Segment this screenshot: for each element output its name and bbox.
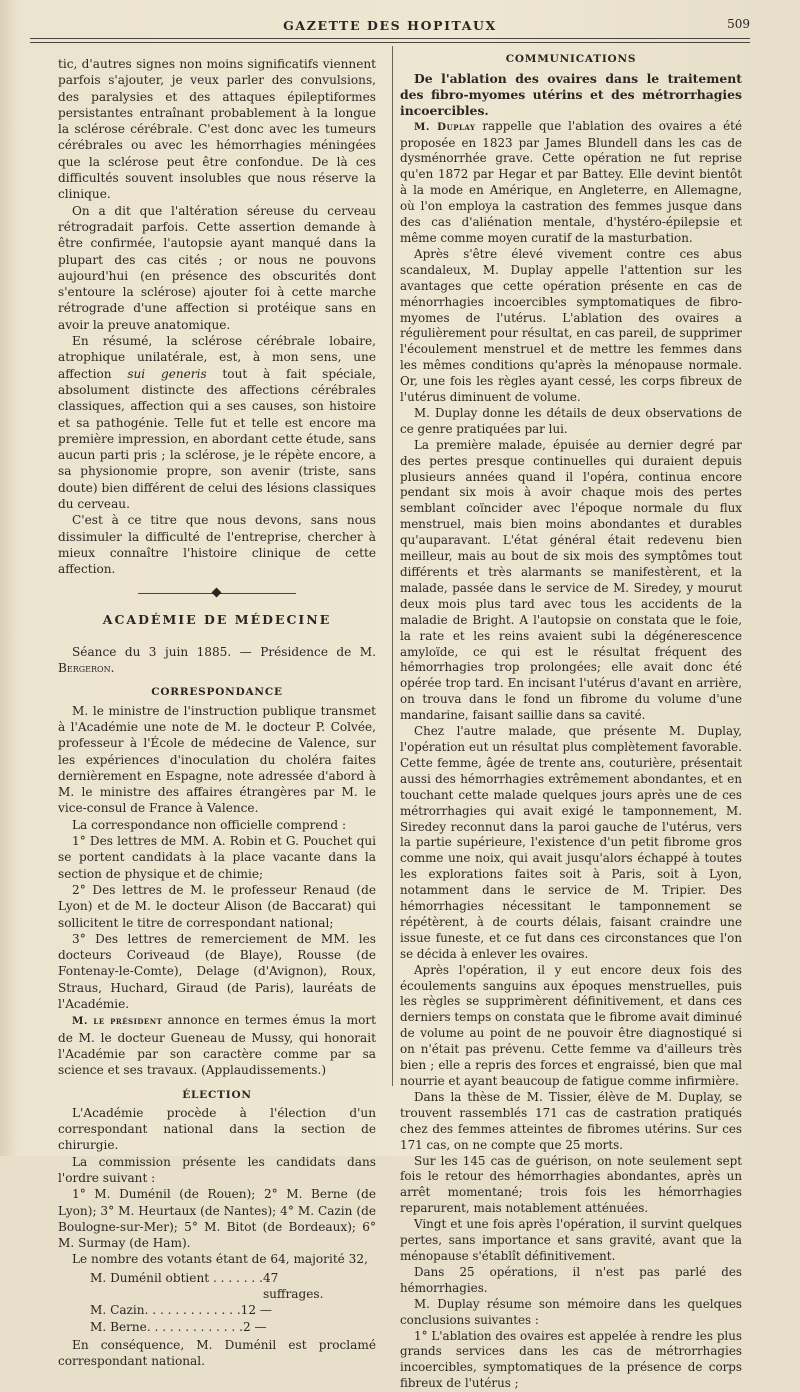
communications-heading: COMMUNICATIONS: [400, 52, 742, 68]
correspondence-heading: CORRESPONDANCE: [58, 684, 376, 700]
election-heading: ÉLECTION: [58, 1087, 376, 1103]
page-number: 509: [727, 17, 750, 31]
vote-name: M. Duménil obtient . . . . . . .: [90, 1270, 263, 1303]
paragraph: On a dit que l'altération séreuse du cerveau rétrogradait parfois. Cette assertion demande à être confirmée, l'autopsie ayant manqué dans la plupart des cas cités ; or nous ne pouvons aujourd'hui (en présence des obscurités dont s'entoure la sclérose) ajouter foi à cette marche rétrograde d'une affection si protéique sans en avoir la preuve anatomique.: [58, 203, 376, 333]
president-label: M. le président: [72, 1015, 162, 1027]
paragraph: 1° L'ablation des ovaires est appelée à rendre les plus grands services dans les cas de métrorrhagies incoercibles, symptomatiques de la présence de corps fibreux de l'utérus ;: [400, 1329, 742, 1392]
text-run: annonce en termes émus la mort de M. le docteur Gueneau de Mussy, qui honorait l'Académie par son caractère comme par sa science et ses travaux. (Applaudissements.): [58, 1013, 376, 1077]
text-run: .: [111, 661, 115, 675]
paragraph: 2° Des lettres de M. le professeur Renaud (de Lyon) et de M. le docteur Alison (de Baccarat) qui sollicitent le titre de correspondant national;: [58, 882, 376, 931]
paragraph: Sur les 145 cas de guérison, on note seulement sept fois le retour des hémorrhagies abondantes, après un arrêt momentané; trois fois les hémorrhagies reparurent, mais notablement atténuées.: [400, 1154, 742, 1218]
section-ornament: [58, 588, 376, 598]
communication-title: De l'ablation des ovaires dans le traitement des fibro-myomes utérins et des métrorrhagies incoercibles.: [400, 71, 742, 119]
paragraph: M. le ministre de l'instruction publique transmet à l'Académie une note de M. le docteur P. Colvée, professeur à l'École de médecine de Valence, sur les expériences d'inoculation du choléra faites dernièrement en Espagne, note adressée d'abord à M. le ministre des affaires étrangères par M. le vice-consul de France à Valence.: [58, 703, 376, 817]
vote-row: [90, 1270, 340, 1303]
page-header: [30, 14, 750, 38]
header-rule-double: [30, 42, 750, 43]
text-run: Séance du 3 juin 1885. — Présidence de M.: [72, 645, 376, 659]
paragraph: 1° M. Duménil (de Rouen); 2° M. Berne (de Lyon); 3° M. Heurtaux (de Nantes); 4° M. Cazin (de Boulogne-sur-Mer); 5° M. Bitot (de Bordeaux); 6° M. Surmay (de Ham).: [58, 1186, 376, 1251]
text-run: En résumé, la sclérose cérébrale lobaire, atrophique unilatérale, est, à mon sens, une affection: [58, 334, 376, 381]
paragraph: tic, d'autres signes non moins significatifs viennent parfois s'ajouter, je veux parler des convulsions, des paralysies et des attaques épileptiformes persistantes entraînant probablement à la longue la sclérose cérébrale. C'est donc avec les tumeurs cérébrales ou avec les hémorrhagies méningées que la sclérose peut être confondue. De là ces difficultés souvent insolubles que nous réserve la clinique.: [58, 56, 376, 203]
vote-row: [90, 1319, 340, 1335]
right-column: [400, 52, 742, 1392]
vote-count: 12 —: [241, 1302, 340, 1318]
running-title: GAZETTE DES HOPITAUX: [30, 18, 750, 33]
diamond-icon: [212, 587, 222, 597]
paragraph: La correspondance non officielle comprend :: [58, 817, 376, 833]
paragraph: Le nombre des votants étant de 64, majorité 32,: [58, 1251, 376, 1267]
paragraph: En conséquence, M. Duménil est proclamé correspondant national.: [58, 1337, 376, 1370]
paragraph: M. Duplay donne les détails de deux observations de ce genre pratiquées par lui.: [400, 406, 742, 438]
vote-results: [90, 1270, 340, 1335]
vote-row: [90, 1302, 340, 1318]
vote-count: 47 suffrages.: [263, 1270, 340, 1303]
left-column: [58, 56, 376, 1370]
vote-name: M. Berne. . . . . . . . . . . . .: [90, 1319, 243, 1335]
academy-heading: ACADÉMIE DE MÉDECINE: [58, 612, 376, 628]
paragraph: [58, 1012, 376, 1078]
paragraph: 1° Des lettres de MM. A. Robin et G. Pouchet qui se portent candidats à la place vacante dans la section de physique et de chimie;: [58, 833, 376, 882]
paragraph: C'est à ce titre que nous devons, sans nous dissimuler la difficulté de l'entreprise, chercher à mieux connaître l'histoire clinique de cette affection.: [58, 512, 376, 577]
text-run: tout à fait spéciale, absolument distincte des affections cérébrales classiques, affection qui a ses causes, son histoire et sa pathogénie. Telle fut et telle est encore ma première impression, en abordant cette étude, sans aucun parti pris ; la sclérose, je le répète encore, a sa physionomie propre, son avenir (triste, sans doute) bien différent de celui des lésions classiques du cerveau.: [58, 367, 376, 511]
paragraph: M. Duplay résume son mémoire dans les quelques conclusions suivantes :: [400, 1297, 742, 1329]
paragraph: Dans 25 opérations, il n'est pas parlé des hémorrhagies.: [400, 1265, 742, 1297]
paragraph: Après s'être élevé vivement contre ces abus scandaleux, M. Duplay appelle l'attention sur les avantages que cette opération présente en cas de ménorrhagies incoercibles symptomatiques de fibro-myomes de l'utérus. L'ablation des ovaires a régulièrement pour résultat, en cas pareil, de supprimer l'écoulement menstruel et de mettre les femmes dans les mêmes conditions qu'après la ménopause normale. Or, une fois les règles ayant cessé, les corps fibreux de l'utérus diminuent de volume.: [400, 247, 742, 406]
speaker-name: M. Duplay: [414, 121, 475, 133]
session-line: [58, 644, 376, 677]
paragraph: [400, 119, 742, 247]
paragraph: Après l'opération, il y eut encore deux fois des écoulements sanguins aux époques menstruelles, puis les règles se supprimèrent définitivement, et dans ces derniers temps on constata que le fibrome avait diminué de volume au point de ne pouvoir être diagnostiqué si on n'était pas prévenu. Cette femme va d'ailleurs très bien ; elle a repris des forces et engraissé, bien que mal nourrie et ayant beaucoup de fatigue comme infirmière.: [400, 963, 742, 1090]
paragraph: La première malade, épuisée au dernier degré par des pertes presque continuelles qui duraient depuis plusieurs années quand il l'opéra, continua encore pendant six mois à avoir chaque mois des pertes semblant coïncider avec l'époque normale du flux menstruel, mais bien moins abondantes et durables qu'auparavant. L'état général était redevenu bien meilleur, mais au bout de six mois des symptômes tout différents et très alarmants se manifestèrent, et la malade, passée dans le service de M. Siredey, y mourut deux mois plus tard avec tous les accidents de la maladie de Bright. A l'autopsie on constata que le foie, la rate et les reins avaient subi la dégénerescence amyloïde, ce qui est le résultat fréquent des hémorrhagies trop prolongées; elle avait donc été opérée trop tard. En incisant l'utérus d'avant en arrière, on trouva dans le fond un fibrome du volume d'une mandarine, faisant saillie dans sa cavité.: [400, 438, 742, 724]
president-name: Bergeron: [58, 661, 111, 675]
paragraph: Dans la thèse de M. Tissier, élève de M. Duplay, se trouvent rassemblés 171 cas de castration pratiqués chez des femmes atteintes de fibromes utérins. Sur ces 171 cas, on ne compte que 25 morts.: [400, 1090, 742, 1154]
paragraph: L'Académie procède à l'élection d'un correspondant national dans la section de chirurgie.: [58, 1105, 376, 1154]
italic-phrase: sui generis: [127, 367, 206, 381]
paragraph: 3° Des lettres de remerciement de MM. les docteurs Coriveaud (de Blaye), Rousse (de Fontenay-le-Comte), Delage (d'Avignon), Roux, Straus, Huchard, Giraud (de Paris), lauréats de l'Académie.: [58, 931, 376, 1012]
header-rule: [30, 38, 750, 39]
paragraph: Vingt et une fois après l'opération, il survint quelques pertes, sans importance et sans gravité, avant que la ménopause s'établît définitivement.: [400, 1217, 742, 1265]
text-run: rappelle que l'ablation des ovaires a été proposée en 1823 par James Blundell dans les cas de dysménorrhée grave. Cette opération ne fut reprise qu'en 1872 par Hegar et par Battey. Elle devint bientôt à la mode en Amérique, en Angleterre, en Allemagne, où l'on employa la castration des femmes jusque dans des cas d'aliénation mentale, d'hystéro-épilepsie et même comme moyen curatif de la masturbation.: [400, 119, 742, 245]
column-divider: [392, 46, 393, 1086]
vote-name: M. Cazin. . . . . . . . . . . . .: [90, 1302, 241, 1318]
paragraph: Chez l'autre malade, que présente M. Duplay, l'opération eut un résultat plus complètement favorable. Cette femme, âgée de trente ans, couturière, présentait aussi des hémorrhagies extrêmement abondantes, et en touchant cette malade quelques jours après une de ces métrorrhagies qui avait exigé le tamponnement, M. Siredey reconnut dans la paroi gauche de l'utérus, vers la partie supérieure, l'existence d'un petit fibrome gros comme une noix, qui avait jusqu'alors échappé à toutes les explorations faites soit à Paris, soit à Lyon, notamment dans le service de M. Tripier. Des hémorrhagies nécessitant le tamponnement se répétèrent, à de courts délais, faisant craindre une issue funeste, et ce fut dans ces circonstances que l'on se décida à enlever les ovaires.: [400, 724, 742, 963]
vote-count: 2 —: [243, 1319, 340, 1335]
paragraph: [58, 333, 376, 512]
paragraph: La commission présente les candidats dans l'ordre suivant :: [58, 1154, 376, 1187]
